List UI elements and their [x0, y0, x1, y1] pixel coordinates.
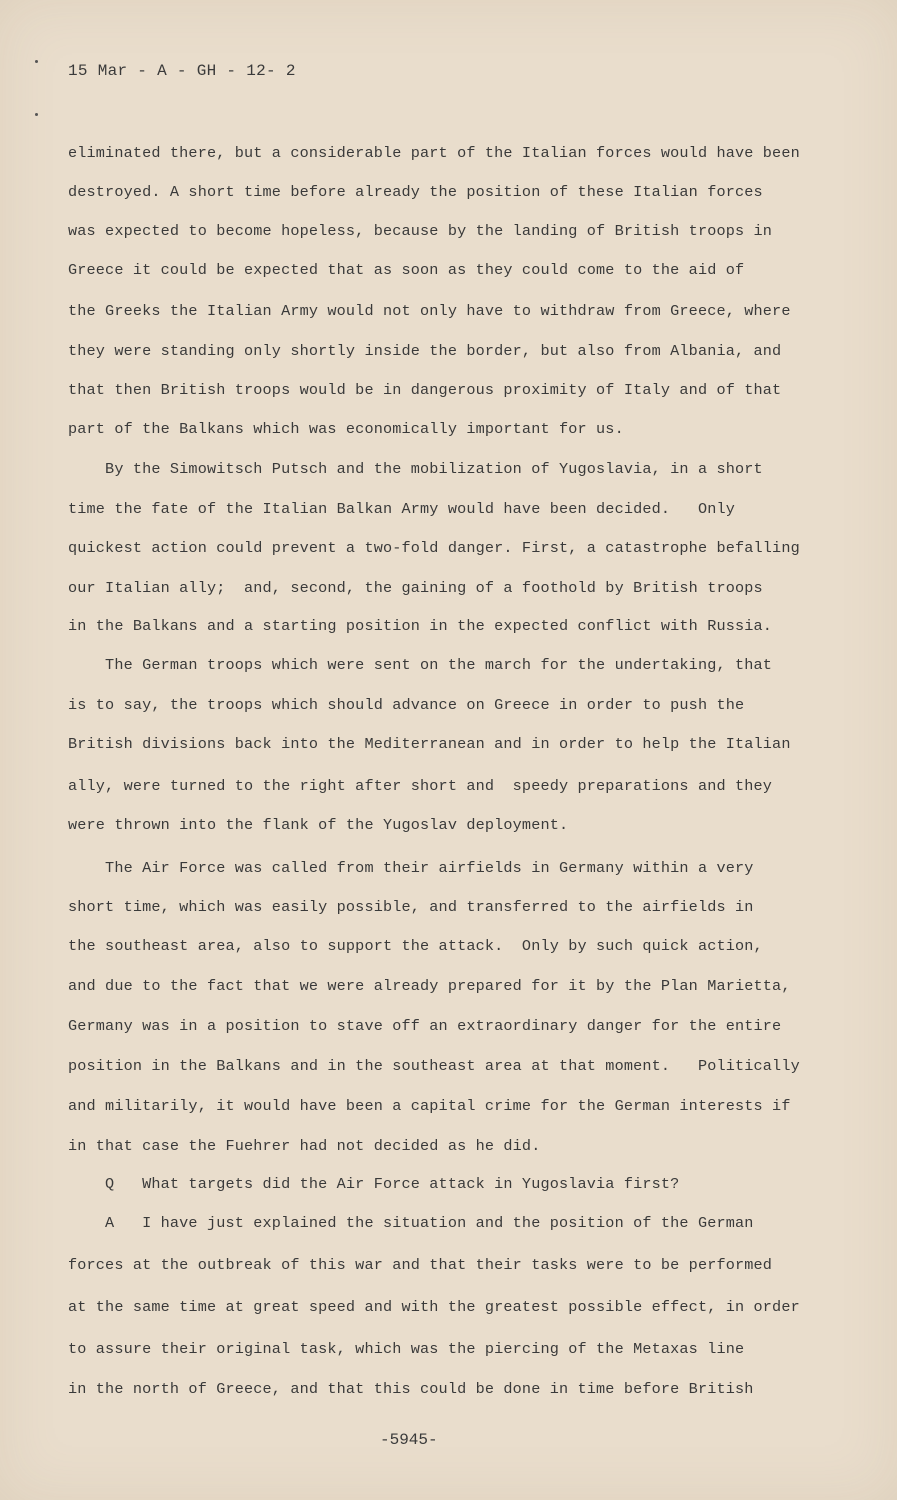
text-line: our Italian ally; and, second, the gaining of a foothold by British troops — [68, 579, 763, 597]
text-line: and militarily, it would have been a capital crime for the German interests if — [68, 1097, 791, 1115]
text-line: The German troops which were sent on the march for the undertaking, that — [68, 656, 773, 674]
text-line: the southeast area, also to support the attack. Only by such quick action, — [68, 937, 763, 955]
text-line: and due to the fact that we were already prepared for it by the Plan Marietta, — [68, 977, 791, 995]
text-line: position in the Balkans and in the southeast area at that moment. Politically — [68, 1057, 800, 1075]
text-line: Germany was in a position to stave off an extraordinary danger for the entire — [68, 1017, 782, 1035]
text-line: British divisions back into the Mediterranean and in order to help the Italian — [68, 735, 791, 753]
text-line: at the same time at great speed and with the greatest possible effect, in order — [68, 1298, 800, 1316]
text-line: to assure their original task, which was the piercing of the Metaxas line — [68, 1340, 745, 1358]
text-line: ally, were turned to the right after short and speedy preparations and they — [68, 777, 773, 795]
document-reference-header: 15 Mar - A - GH - 12- 2 — [68, 62, 296, 80]
text-line: short time, which was easily possible, and transferred to the airfields in — [68, 898, 754, 916]
text-line: they were standing only shortly inside the border, but also from Albania, and — [68, 342, 782, 360]
text-line: the Greeks the Italian Army would not only have to withdraw from Greece, where — [68, 302, 791, 320]
punch-mark — [35, 60, 38, 63]
text-line: were thrown into the flank of the Yugoslav deployment. — [68, 816, 569, 834]
text-line: destroyed. A short time before already the position of these Italian forces — [68, 183, 763, 201]
text-line: that then British troops would be in dangerous proximity of Italy and of that — [68, 381, 782, 399]
text-line: quickest action could prevent a two-fold danger. First, a catastrophe befalling — [68, 539, 800, 557]
text-line: The Air Force was called from their airfields in Germany within a very — [68, 859, 754, 877]
text-line: Q What targets did the Air Force attack in Yugoslavia first? — [68, 1175, 680, 1193]
page-number: -5945- — [380, 1431, 438, 1449]
text-line: is to say, the troops which should advance on Greece in order to push the — [68, 696, 745, 714]
text-line: time the fate of the Italian Balkan Army would have been decided. Only — [68, 500, 736, 518]
text-line: By the Simowitsch Putsch and the mobilization of Yugoslavia, in a short — [68, 460, 763, 478]
text-line: in the north of Greece, and that this could be done in time before British — [68, 1380, 754, 1398]
text-line: forces at the outbreak of this war and that their tasks were to be performed — [68, 1256, 773, 1274]
text-line: Greece it could be expected that as soon as they could come to the aid of — [68, 261, 745, 279]
punch-mark — [35, 113, 38, 116]
text-line: in the Balkans and a starting position in the expected conflict with Russia. — [68, 617, 773, 635]
text-line: in that case the Fuehrer had not decided as he did. — [68, 1137, 541, 1155]
text-line: part of the Balkans which was economically important for us. — [68, 420, 624, 438]
text-line: A I have just explained the situation and the position of the German — [68, 1214, 754, 1232]
text-line: was expected to become hopeless, because by the landing of British troops in — [68, 222, 773, 240]
text-line: eliminated there, but a considerable part of the Italian forces would have been — [68, 144, 800, 162]
